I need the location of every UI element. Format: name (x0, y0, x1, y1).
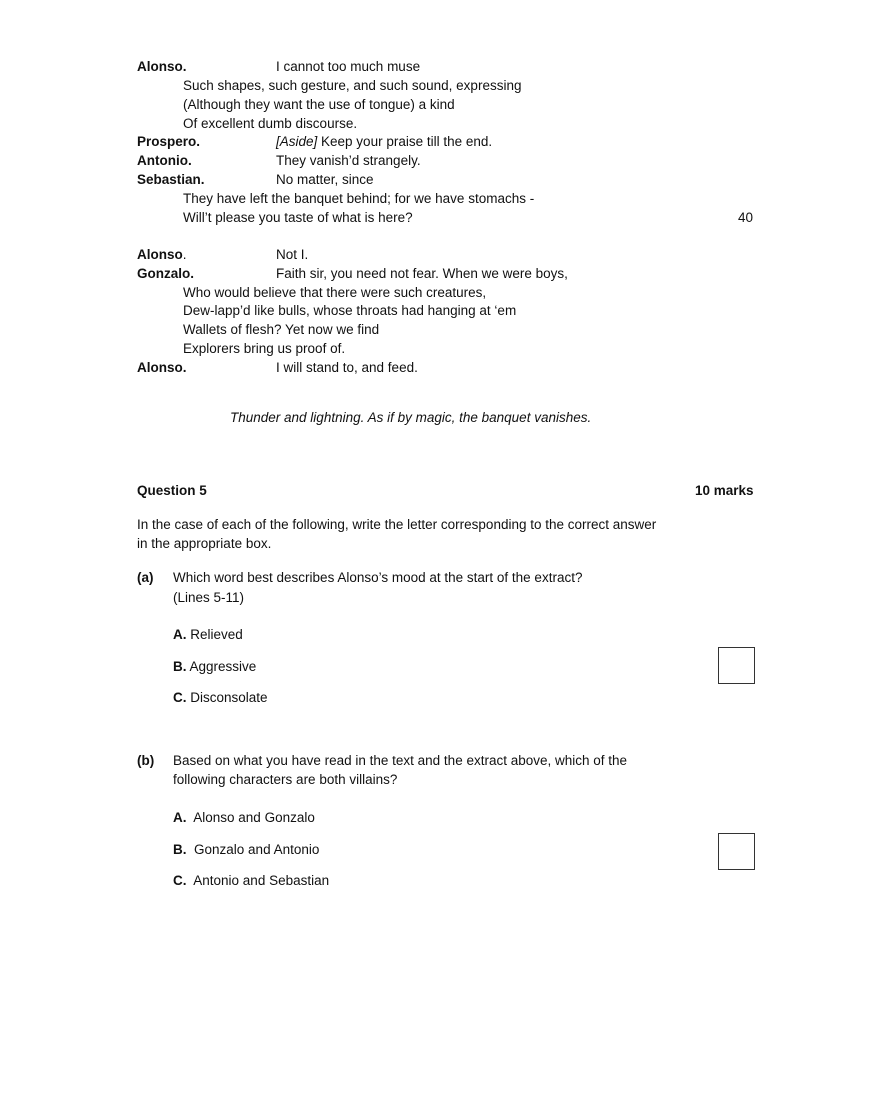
speaker-name-suffix: . (182, 247, 187, 262)
dialogue-line: No matter, since (276, 172, 374, 187)
dialogue-line: I will stand to, and feed. (276, 360, 418, 375)
answer-option (173, 809, 315, 828)
dialogue-line: Explorers bring us proof of. (183, 341, 346, 356)
dialogue-line (276, 133, 492, 152)
option-letter: B. (173, 659, 187, 674)
answer-option (173, 658, 256, 677)
dialogue-line: They vanish’d strangely. (276, 153, 421, 168)
answer-option (173, 689, 268, 708)
dialogue-line: Wallets of flesh? Yet now we find (183, 322, 380, 337)
option-letter: C. (173, 873, 187, 888)
dialogue-line: Such shapes, such gesture, and such sound, expressing (183, 78, 522, 93)
dialogue-line: Of excellent dumb discourse. (183, 116, 358, 131)
line-number: 40 (738, 210, 754, 225)
stage-direction: Thunder and lightning. As if by magic, the banquet vanishes. (230, 410, 592, 425)
aside-direction: [Aside] (276, 134, 318, 149)
dialogue-line: Dew-lapp’d like bulls, whose throats had hanging at ‘em (183, 303, 517, 318)
dialogue-line: They have left the banquet behind; for we have stomachs - (183, 191, 535, 206)
option-letter: A. (173, 627, 187, 642)
dialogue-line: (Although they want the use of tongue) a kind (183, 97, 455, 112)
part-label: (a) (137, 570, 154, 585)
option-letter: C. (173, 690, 187, 705)
question-title: Question 5 (137, 483, 207, 498)
part-question-text: following characters are both villains? (173, 772, 398, 787)
speaker-name-text: Alonso (137, 247, 183, 262)
speaker-name: Prospero. (137, 134, 201, 149)
option-text: Alonso and Gonzalo (193, 810, 315, 825)
dialogue-line: I cannot too much muse (276, 59, 421, 74)
speaker-name: Sebastian. (137, 172, 205, 187)
option-letter: B. (173, 842, 187, 857)
speaker-name: Antonio. (137, 153, 192, 168)
answer-box-a[interactable] (718, 647, 755, 684)
answer-box-b[interactable] (718, 833, 755, 870)
question-marks: 10 marks (695, 483, 754, 498)
answer-option (173, 872, 329, 891)
dialogue-line: Will’t please you taste of what is here? (183, 210, 413, 225)
question-instruction: In the case of each of the following, write the letter corresponding to the correct answer (137, 517, 657, 532)
answer-option (173, 841, 319, 860)
part-question-text: (Lines 5-11) (173, 590, 245, 605)
option-text: Antonio and Sebastian (193, 873, 330, 888)
dialogue-text: Keep your praise till the end. (317, 134, 493, 149)
dialogue-line: Who would believe that there were such creatures, (183, 285, 487, 300)
dialogue-line: Not I. (276, 247, 309, 262)
option-text: Disconsolate (190, 690, 268, 705)
part-label: (b) (137, 753, 155, 768)
part-question-text: Based on what you have read in the text and the extract above, which of the (173, 753, 628, 768)
option-text: Aggressive (189, 659, 257, 674)
speaker-name: Alonso. (137, 59, 187, 74)
dialogue-line: Faith sir, you need not fear. When we were boys, (276, 266, 568, 281)
part-question-text: Which word best describes Alonso’s mood at the start of the extract? (173, 570, 583, 585)
speaker-name (137, 246, 187, 265)
question-instruction: in the appropriate box. (137, 536, 272, 551)
option-text: Relieved (190, 627, 243, 642)
option-text: Gonzalo and Antonio (194, 842, 320, 857)
option-letter: A. (173, 810, 187, 825)
speaker-name: Alonso. (137, 360, 187, 375)
speaker-name: Gonzalo. (137, 266, 194, 281)
answer-option (173, 626, 243, 645)
